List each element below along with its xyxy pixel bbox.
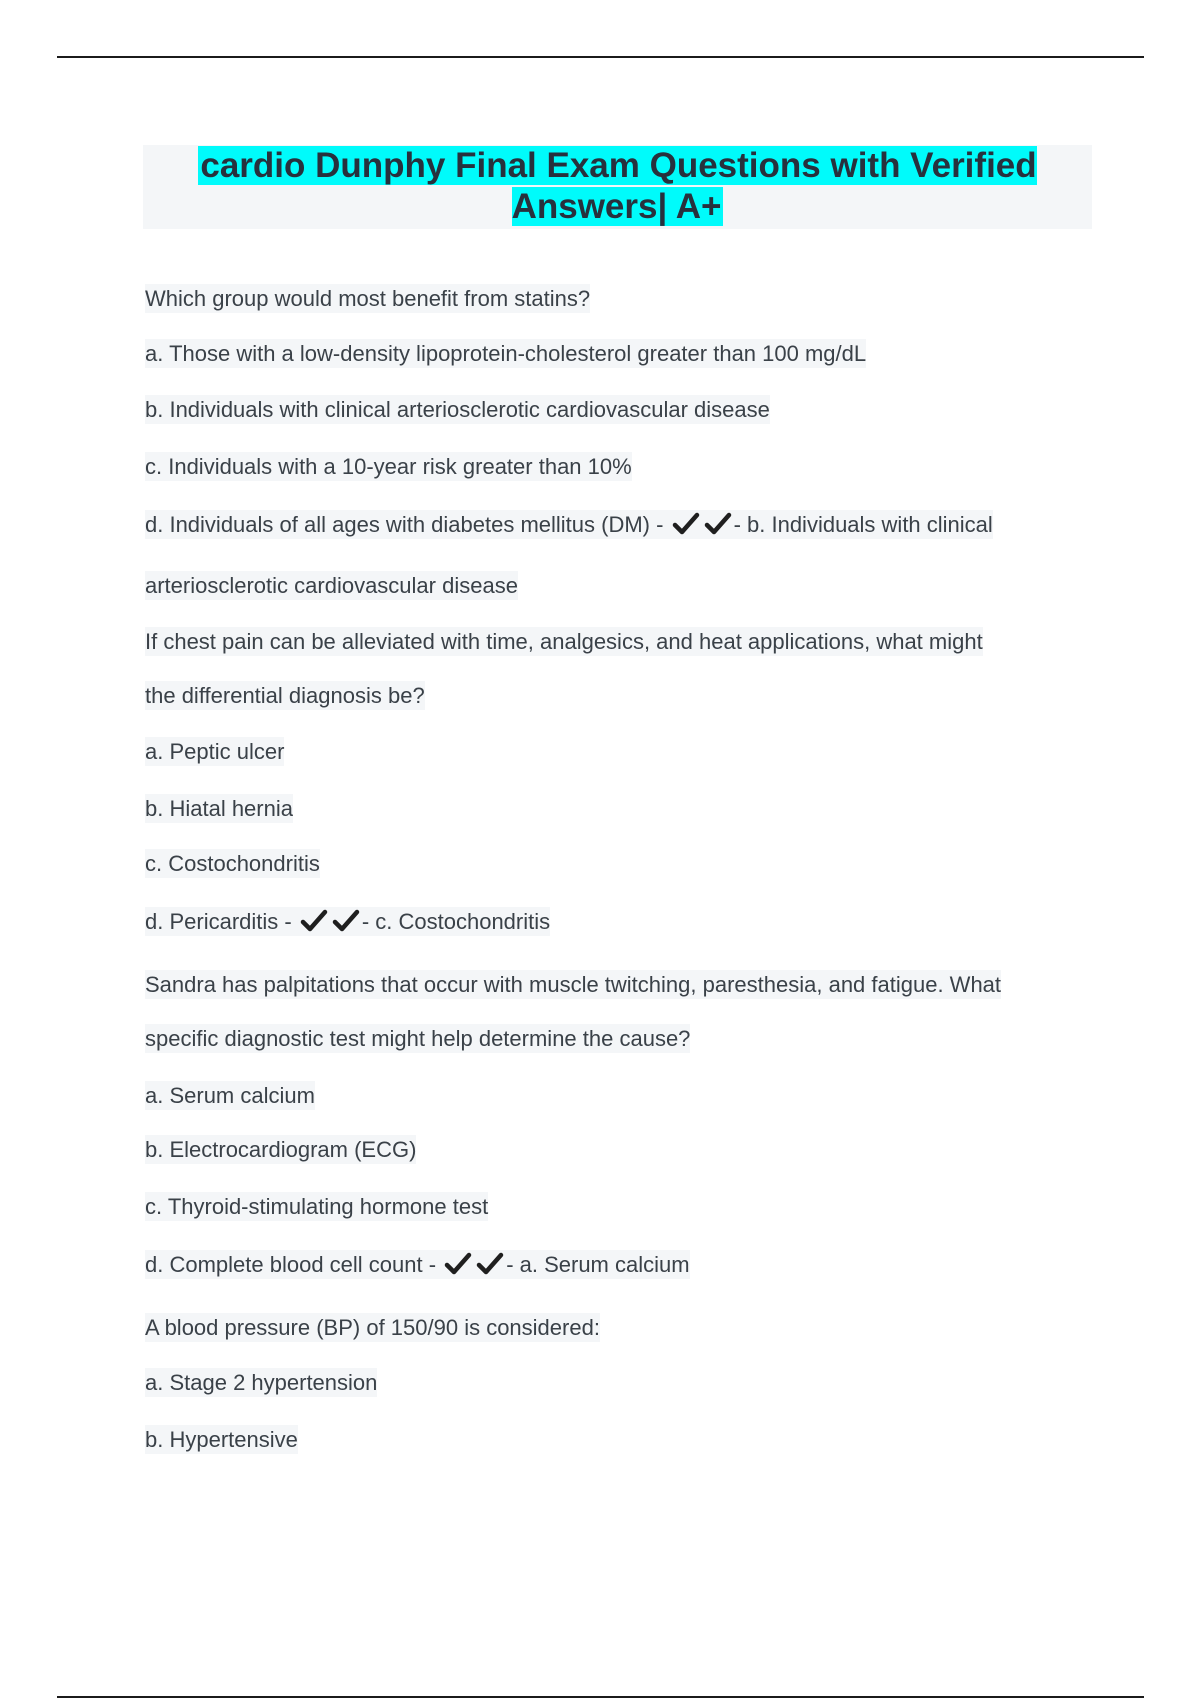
- option-1c: c. Individuals with a 10-year risk greater than 10%: [145, 454, 632, 479]
- document-title: cardio Dunphy Final Exam Questions with Verified Answers| A+: [200, 146, 1037, 226]
- question-1: Which group would most benefit from statins?: [145, 286, 591, 311]
- option-3b: b. Electrocardiogram (ECG): [145, 1137, 417, 1162]
- option-1b: b. Individuals with clinical arteriosclerotic cardiovascular disease: [145, 397, 770, 422]
- option-2c: c. Costochondritis: [145, 851, 320, 876]
- check-mark-icon: [704, 512, 732, 536]
- option-4a: a. Stage 2 hypertension: [145, 1370, 378, 1395]
- check-mark-icon: [300, 909, 328, 933]
- option-3d-answer: d. Complete blood cell count - - a. Serum calcium: [145, 1252, 690, 1277]
- option-2d-answer: d. Pericarditis - - c. Costochondritis: [145, 909, 551, 934]
- option-2b: b. Hiatal hernia: [145, 796, 293, 821]
- check-mark-icon: [332, 909, 360, 933]
- check-mark-icon: [672, 512, 700, 536]
- question-2: If chest pain can be alleviated with time, analgesics, and heat applications, what might: [145, 629, 983, 654]
- check-mark-icon: [444, 1252, 472, 1276]
- option-1d-answer: d. Individuals of all ages with diabetes mellitus (DM) - - b. Individuals with clinical: [145, 512, 993, 537]
- question-4: A blood pressure (BP) of 150/90 is considered:: [145, 1315, 600, 1340]
- option-3c: c. Thyroid-stimulating hormone test: [145, 1194, 489, 1219]
- check-mark-icon: [476, 1252, 504, 1276]
- question-2-continued: the differential diagnosis be?: [145, 683, 425, 708]
- question-3-continued: specific diagnostic test might help determine the cause?: [145, 1026, 691, 1051]
- option-3a: a. Serum calcium: [145, 1083, 315, 1108]
- bottom-rule: [57, 1696, 1144, 1698]
- option-1a: a. Those with a low-density lipoprotein-cholesterol greater than 100 mg/dL: [145, 341, 867, 366]
- question-3: Sandra has palpitations that occur with muscle twitching, paresthesia, and fatigue. What: [145, 972, 1002, 997]
- option-2a: a. Peptic ulcer: [145, 739, 285, 764]
- answer-1-continued: arteriosclerotic cardiovascular disease: [145, 573, 518, 598]
- title-banner: [143, 145, 1092, 229]
- top-rule: [57, 56, 1144, 58]
- option-4b: b. Hypertensive: [145, 1427, 298, 1452]
